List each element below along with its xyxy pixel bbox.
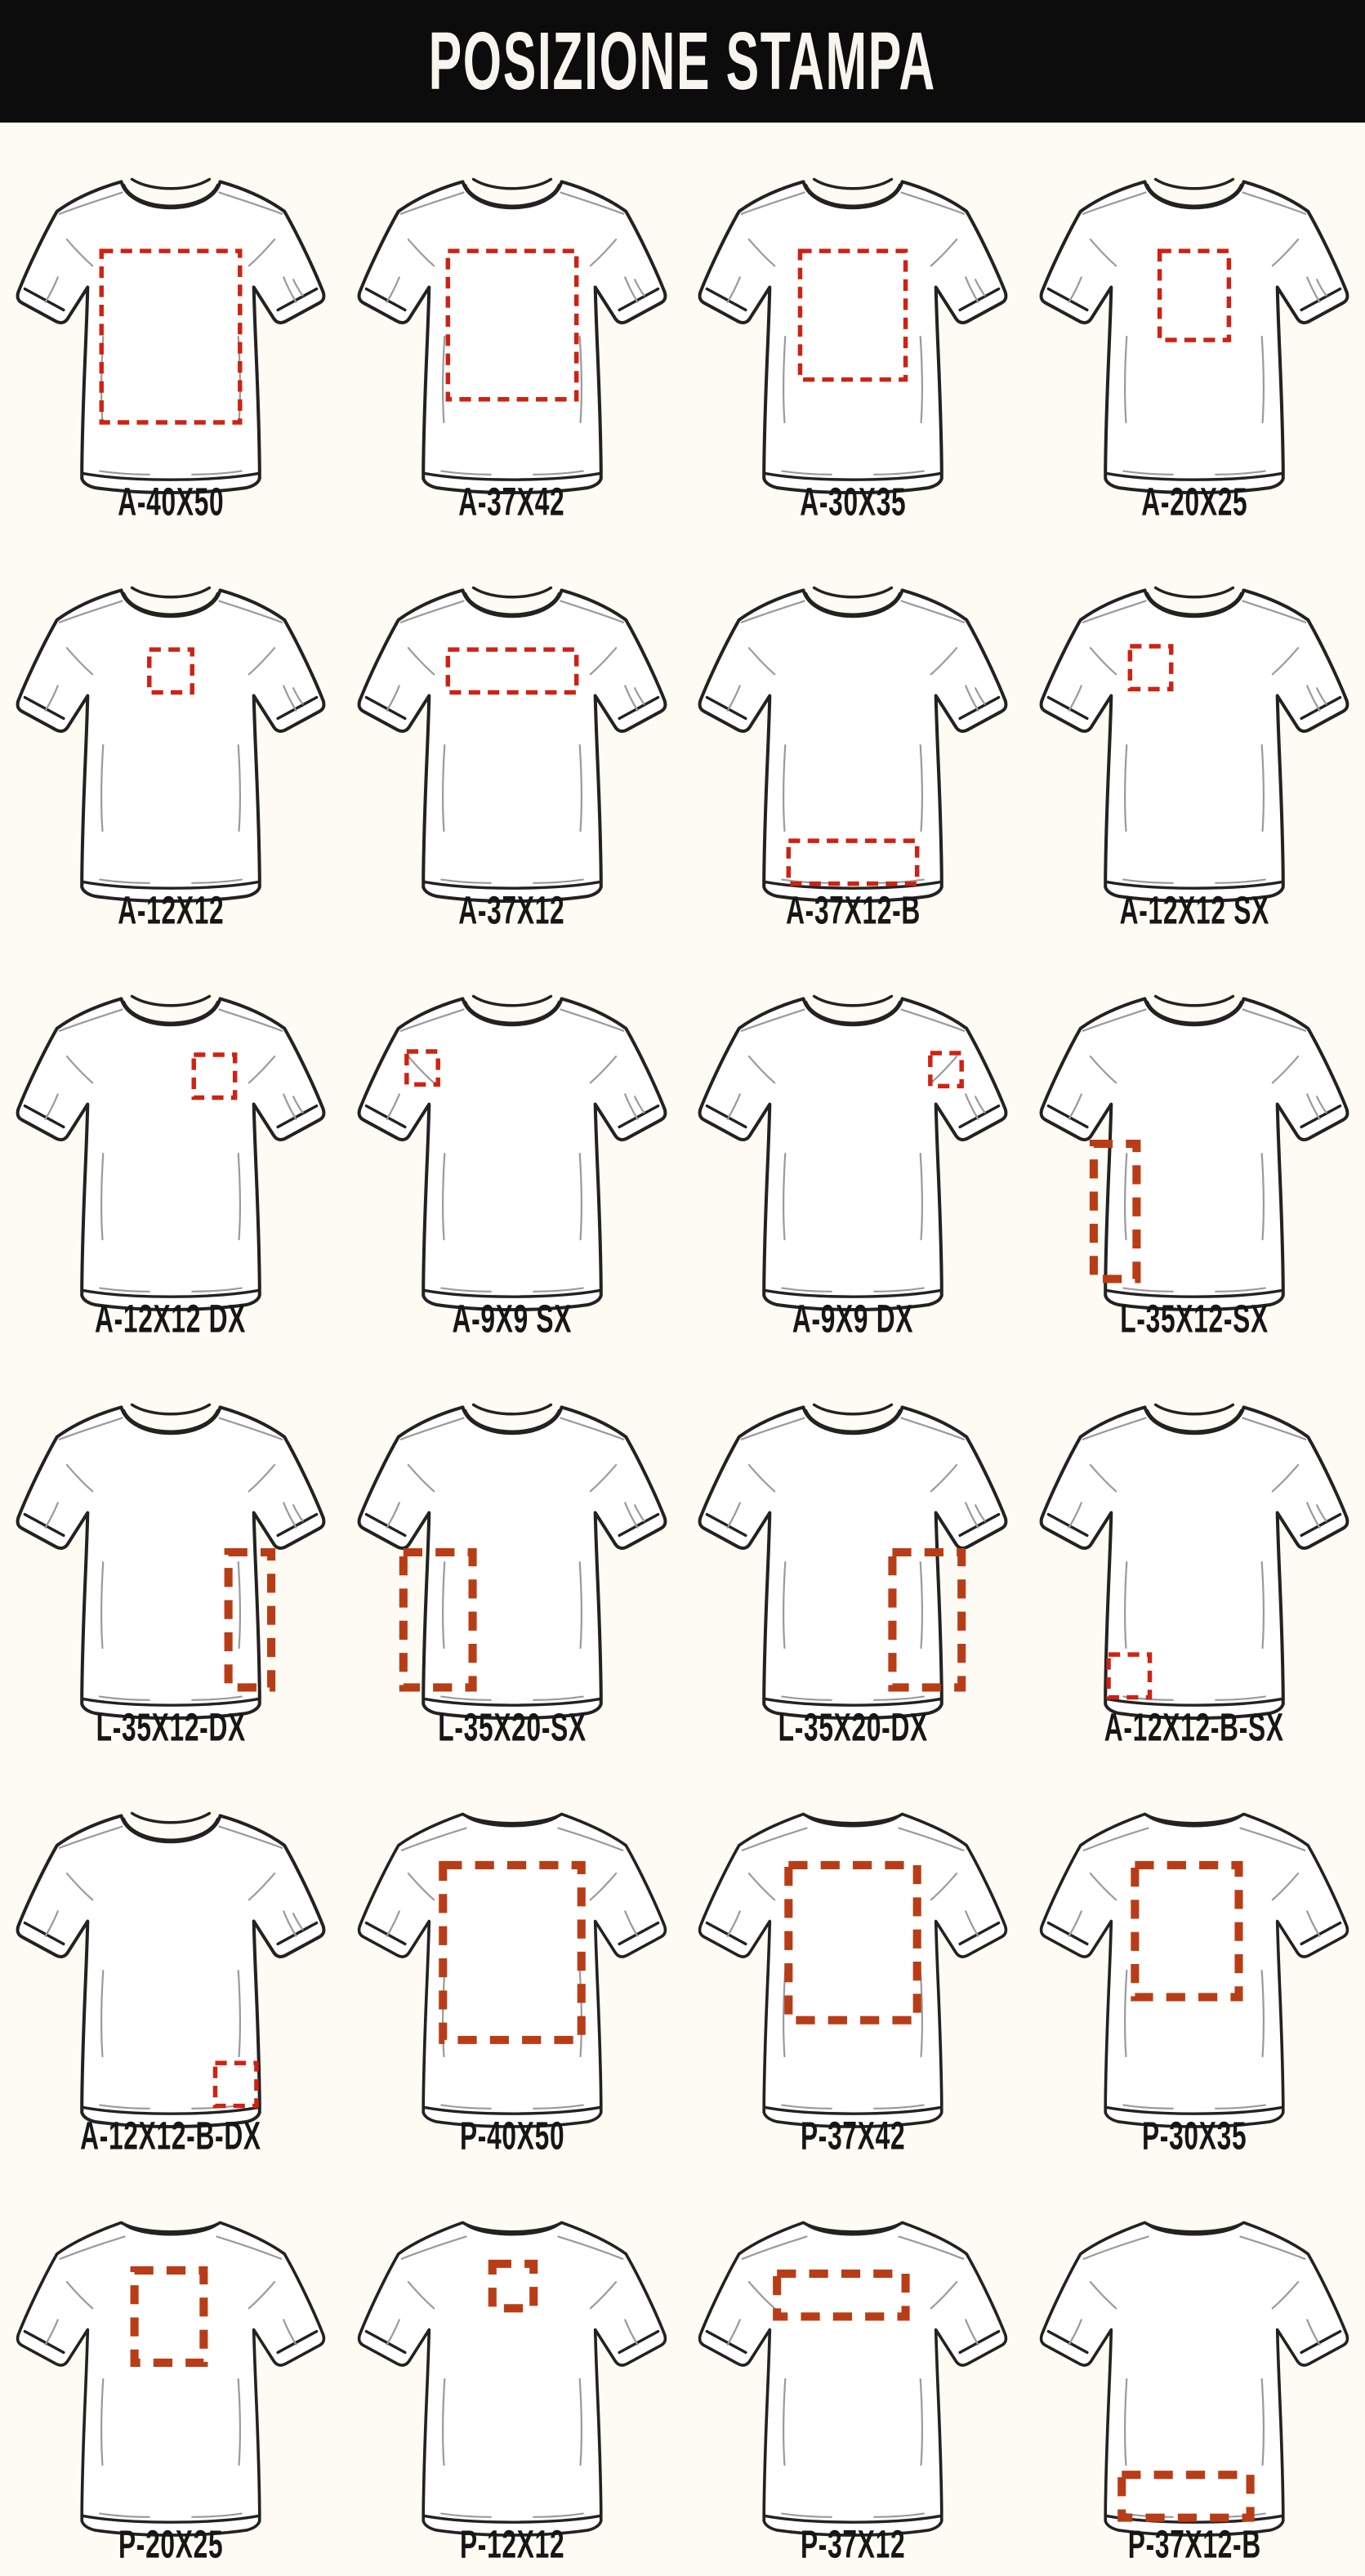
print-position-label: P-30X35 [1141, 2114, 1247, 2159]
tshirt-outline [700, 179, 1006, 493]
print-position-cell [1024, 2167, 1365, 2575]
tshirt-front-figure [347, 551, 677, 920]
tshirt-back-figure [347, 1776, 677, 2145]
tshirt-front-figure [347, 1368, 677, 1737]
page-title: POSIZIONE STAMPA [428, 15, 937, 108]
print-position-cell [341, 1758, 683, 2167]
tshirt-outline [17, 1813, 323, 2127]
tshirt-front-figure [347, 959, 677, 1328]
print-position-label: P-20X25 [118, 2522, 224, 2567]
print-position-cell [683, 533, 1024, 941]
tshirt-outline [700, 996, 1006, 1310]
tshirt-back-figure [6, 2185, 336, 2554]
print-position-cell [683, 2167, 1024, 2575]
tshirt-front-figure [1029, 959, 1359, 1328]
tshirt-outline [17, 179, 323, 493]
tshirt-outline [700, 587, 1006, 901]
tshirt-front-figure [1029, 551, 1359, 920]
tshirt-front-figure [6, 142, 336, 511]
print-position-cell [683, 1758, 1024, 2167]
print-position-label: P-37X12 [801, 2522, 906, 2567]
tshirt-outline [359, 587, 665, 901]
tshirt-back-figure [1029, 1776, 1359, 2145]
tshirt-outline [17, 1404, 323, 1718]
tshirt-outline [700, 1814, 1006, 2127]
tshirt-outline [1042, 1404, 1348, 1718]
print-position-label: A-12X12 SX [1119, 888, 1269, 933]
print-position-label: P-40X50 [459, 2114, 564, 2159]
print-position-cell [683, 941, 1024, 1350]
print-position-cell [341, 124, 683, 533]
print-position-cell [341, 2167, 683, 2575]
print-position-label: L-35X20-DX [778, 1705, 929, 1750]
print-position-cell [0, 941, 341, 1350]
print-position-cell [341, 1350, 683, 1758]
print-position-label: A-40X50 [117, 480, 224, 525]
tshirt-outline [17, 587, 323, 901]
print-position-label: P-12X12 [459, 2522, 564, 2567]
print-position-label: L-35X12-SX [1120, 1297, 1269, 1342]
tshirt-front-figure [347, 142, 677, 511]
print-position-label: A-12X12 DX [95, 1297, 247, 1342]
tshirt-back-figure [1029, 2185, 1359, 2554]
print-position-label: A-12X12 [117, 888, 224, 933]
tshirt-front-figure [1029, 1368, 1359, 1737]
tshirt-outline [1042, 2222, 1348, 2535]
print-position-cell [341, 941, 683, 1350]
tshirt-back-figure [347, 2185, 677, 2554]
print-position-cell [0, 1758, 341, 2167]
print-position-cell [0, 2167, 341, 2575]
tshirt-outline [359, 1814, 665, 2127]
tshirt-back-figure [688, 1776, 1018, 2145]
print-position-cell [1024, 1350, 1365, 1758]
tshirt-front-figure [688, 959, 1018, 1328]
print-position-label: P-37X42 [801, 2114, 906, 2159]
print-position-cell [0, 1350, 341, 1758]
print-position-label: L-35X12-DX [96, 1705, 246, 1750]
print-position-cell [1024, 1758, 1365, 2167]
tshirt-front-figure [688, 551, 1018, 920]
tshirt-outline [359, 2222, 665, 2535]
tshirt-outline [1042, 996, 1348, 1310]
print-position-label: A-9X9 SX [452, 1297, 572, 1342]
print-position-label: A-20X25 [1141, 480, 1248, 525]
print-position-label: A-9X9 DX [792, 1297, 914, 1342]
title-bar [0, 0, 1365, 123]
print-position-cell [0, 124, 341, 533]
print-position-label: A-37X42 [458, 480, 565, 525]
tshirt-outline [700, 2222, 1006, 2535]
print-position-cell [683, 124, 1024, 533]
tshirt-back-figure [688, 2185, 1018, 2554]
tshirt-outline [1042, 587, 1348, 901]
tshirt-front-figure [688, 1368, 1018, 1737]
print-position-label: L-35X20-SX [437, 1705, 587, 1750]
print-position-label: A-12X12-B-SX [1104, 1705, 1285, 1750]
print-position-cell [341, 533, 683, 941]
tshirt-outline [359, 179, 665, 493]
print-position-label: A-30X35 [800, 480, 907, 525]
tshirt-outline [1042, 179, 1348, 493]
tshirt-front-figure [6, 551, 336, 920]
tshirt-front-figure [6, 959, 336, 1328]
print-position-label: P-37X12-B [1127, 2522, 1261, 2567]
print-position-label: A-37X12-B [785, 888, 921, 933]
print-position-cell [0, 533, 341, 941]
print-position-cell [1024, 941, 1365, 1350]
tshirt-front-figure [1029, 142, 1359, 511]
print-position-cell [1024, 533, 1365, 941]
tshirt-outline [359, 996, 665, 1310]
tshirt-front-figure [6, 1776, 336, 2145]
tshirt-front-figure [6, 1368, 336, 1737]
tshirt-front-figure [688, 142, 1018, 511]
print-position-label: A-12X12-B-DX [80, 2114, 261, 2159]
tshirt-outline [1042, 1814, 1348, 2127]
print-position-cell [683, 1350, 1024, 1758]
tshirt-outline [17, 996, 323, 1310]
print-position-label: A-37X12 [458, 888, 565, 933]
print-position-cell [1024, 124, 1365, 533]
shirt-grid [0, 123, 1365, 2575]
